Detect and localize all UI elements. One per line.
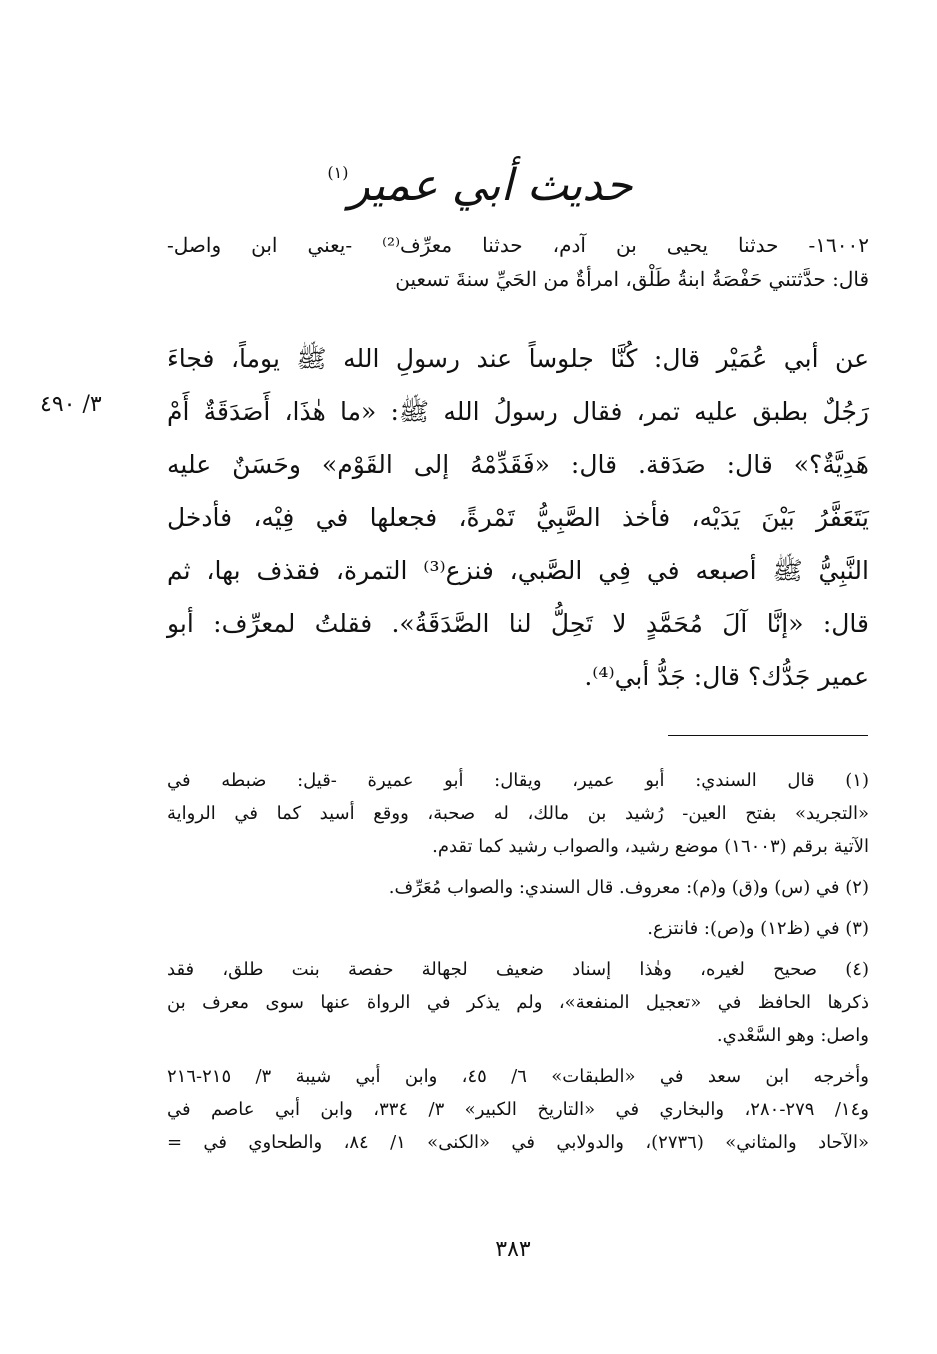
footnote-line: «الآحاد والمثاني» (٢٧٣٦)، والدولابي في «الكنى» ١/ ٨٤، والطحاوي في = <box>167 1132 869 1153</box>
footnote-line: الآتية برقم (١٦٠٠٣) موضع رشيد، والصواب رشيد كما تقدم. <box>432 836 869 857</box>
footnote-line: ذكرها الحافظ في «تعجيل المنفعة»، ولم يذكر في الرواة عنها سوى معرف بن <box>167 992 869 1013</box>
hadith-line: عن أبي عُمَيْر قال: كُنَّا جلوساً عند رسولِ الله ﷺ يوماً، فجاءَ <box>167 344 869 373</box>
hadith-line: قال: «إنَّا آلَ مُحَمَّدٍ لا تَحِلُّ لنا الصَّدَقَةُ». فقلتُ لمعرِّف: أبو <box>167 609 869 638</box>
footnote-2 <box>167 871 869 904</box>
hadith-line: عمير جَدُّك؟ قال: جَدُّ أبي⁽⁴⁾. <box>584 662 869 691</box>
hadith-body <box>167 332 869 703</box>
hadith-heading <box>300 128 660 218</box>
margin-volume-page-reference: ٣/ ٤٩٠ <box>40 392 102 417</box>
footnote-line: واصل: وهو السَّعْدي. <box>716 1025 869 1046</box>
hadith-heading-text: حديث أبي عمير <box>348 160 633 211</box>
hadith-line: رَجُلٌ بطبق عليه تمر، فقال رسولُ الله ﷺ: «ما هٰذَا، أَصَدَقَةٌ أَمْ <box>167 397 869 426</box>
heading-footnote-marker: (١) <box>327 163 349 182</box>
footnote-line: «التجريد» بفتح العين- رُشيد بن مالك، له صحبة، ووقع أسيد كما في الرواية <box>167 803 869 824</box>
footnote-line: (٤) صحيح لغيره، وهٰذا إسناد ضعيف لجهالة حفصة بنت طلق، فقد <box>167 959 869 980</box>
isnad-line: ١٦٠٠٢- حدثنا يحيى بن آدم، حدثنا معرِّف⁽²⁾ -يعني ابن واصل- <box>167 233 869 257</box>
hadith-line: هَدِيَّةٌ؟» قال: صَدَقة. قال: «فَقَدِّمْهُ إلى القَوْم» وحَسَنٌ عليه <box>167 450 869 479</box>
footnote-takhrij <box>167 1060 869 1159</box>
footnote-line: (٣) في (ظ١٢) و(ص): فانتزع. <box>647 918 869 939</box>
hadith-line: يَتَعَفَّرُ بَيْنَ يَدَيْه، فأخذ الصَّبِيُّ تَمْرةً، فجعلها في فِيْه، فأدخل <box>167 503 869 532</box>
footnote-line: و١٤/ ٢٧٩-٢٨٠، والبخاري في «التاريخ الكبير» ٣/ ٣٣٤، وابن أبي عاصم في <box>167 1099 869 1120</box>
isnad-block <box>167 228 869 296</box>
isnad-line: قال: حدَّثتني حَفْصَةُ ابنةُ طَلْق، امرأةٌ من الحَيِّ سنةَ تسعين <box>395 267 869 291</box>
footnote-1 <box>167 764 869 863</box>
footnote-3 <box>167 912 869 945</box>
footnote-line: وأخرجه ابن سعد في «الطبقات» ٦/ ٤٥، وابن أبي شيبة ٣/ ٢١٥-٢١٦ <box>167 1066 869 1087</box>
footnotes <box>167 764 869 1159</box>
footnote-line: (١) قال السندي: أبو عمير، ويقال: أبو عميرة -قيل: ضبطه في <box>167 770 869 791</box>
page-number: ٣٨٣ <box>495 1237 531 1262</box>
footnote-line: (٢) في (س) و(ق) و(م): معروف. قال السندي: والصواب مُعَرِّف. <box>388 877 869 898</box>
footnote-divider <box>668 735 868 736</box>
footnote-4 <box>167 953 869 1052</box>
hadith-line: النَّبِيُّ ﷺ أصبعه في فِي الصَّبي، فنزع⁽³⁾ التمرة، فقذف بها، ثم <box>167 556 869 585</box>
